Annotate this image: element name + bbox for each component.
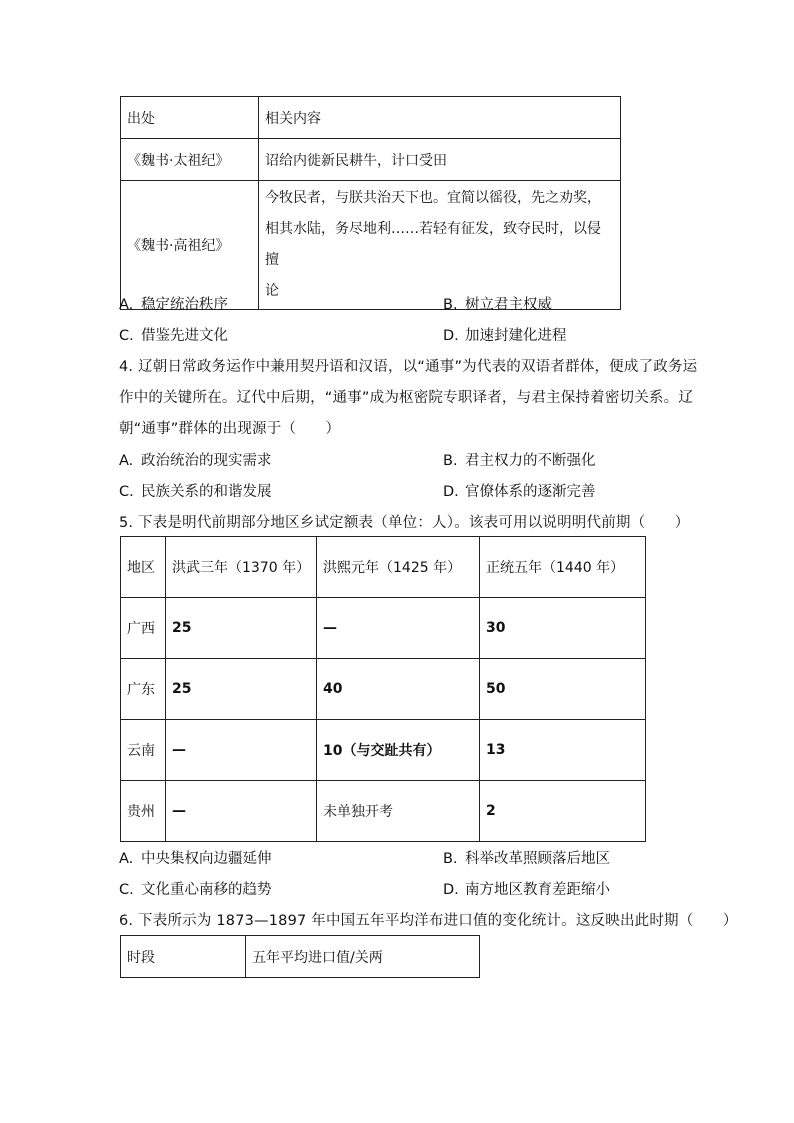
table-header-cell: 出处 [121, 97, 259, 139]
table-cell: — [166, 781, 317, 842]
option-c: C. 民族关系的和谐发展 [119, 484, 272, 500]
table-header-cell: 五年平均进口值/关两 [246, 936, 480, 978]
table-cell: 未单独开考 [317, 781, 480, 842]
table-cell: 25 [166, 659, 317, 720]
option-a: A. 稳定统治秩序 [119, 297, 228, 313]
table-cell: 《魏书·高祖纪》 [121, 181, 259, 310]
table-header-cell: 地区 [121, 537, 166, 598]
option-d: D. 南方地区教育差距缩小 [443, 882, 610, 898]
table-cell: 广西 [121, 598, 166, 659]
table-header-cell: 相关内容 [259, 97, 621, 139]
table-cell: 云南 [121, 720, 166, 781]
table-cell: 40 [317, 659, 480, 720]
option-b: B. 君主权力的不断强化 [443, 453, 596, 469]
option-a: A. 中央集权向边疆延伸 [119, 851, 272, 867]
table-row [121, 720, 646, 781]
table-header-cell: 正统五年（1440 年） [480, 537, 646, 598]
question-4-line: 朝“通事”群体的出现源于（ ） [119, 421, 341, 437]
option-b: B. 科举改革照顾落后地区 [443, 851, 610, 867]
option-b: B. 树立君主权威 [443, 297, 552, 313]
option-d: D. 官僚体系的逐渐完善 [443, 484, 596, 500]
table-cell: 广东 [121, 659, 166, 720]
question-4-line: 作中的关键所在。辽代中后期，“通事”成为枢密院专职译者，与君主保持着密切关系。辽 [119, 390, 694, 406]
import-table [120, 935, 480, 978]
table-cell: 13 [480, 720, 646, 781]
table-cell: 10（与交趾共有） [317, 720, 480, 781]
question-4-line: 4. 辽朝日常政务运作中兼用契丹语和汉语，以“通事”为代表的双语者群体，便成了政务运 [119, 359, 698, 375]
table-row [121, 598, 646, 659]
cell-line: 论 [265, 283, 279, 299]
option-c: C. 借鉴先进文化 [119, 328, 228, 344]
table-cell: 30 [480, 598, 646, 659]
table-cell [259, 181, 621, 310]
option-a: A. 政治统治的现实需求 [119, 453, 272, 469]
cell-line: 相其水陆，务尽地利……若轻有征发，致夺民时，以侵擅 [265, 221, 601, 268]
source-table [120, 96, 621, 310]
table-cell: 25 [166, 598, 317, 659]
table-row [121, 659, 646, 720]
table-cell: 贵州 [121, 781, 166, 842]
cell-line: 今牧民者，与朕共治天下也。宜简以徭役，先之劝奖， [265, 190, 601, 206]
quota-table [120, 536, 646, 842]
table-header-cell: 洪武三年（1370 年） [166, 537, 317, 598]
question-5-stem: 5. 下表是明代前期部分地区乡试定额表（单位：人）。该表可用以说明明代前期（ ） [119, 515, 690, 531]
option-d: D. 加速封建化进程 [443, 328, 567, 344]
table-header-cell: 时段 [121, 936, 246, 978]
table-cell: 《魏书·太祖纪》 [121, 139, 259, 181]
table-header-cell: 洪熙元年（1425 年） [317, 537, 480, 598]
question-6-stem: 6. 下表所示为 1873—1897 年中国五年平均洋布进口值的变化统计。这反映出此时期（ ） [119, 913, 738, 929]
table-cell: 50 [480, 659, 646, 720]
table-cell: — [317, 598, 480, 659]
table-cell: 诏给内徙新民耕牛，计口受田 [259, 139, 621, 181]
table-cell: — [166, 720, 317, 781]
table-cell: 2 [480, 781, 646, 842]
option-c: C. 文化重心南移的趋势 [119, 882, 272, 898]
table-row [121, 781, 646, 842]
